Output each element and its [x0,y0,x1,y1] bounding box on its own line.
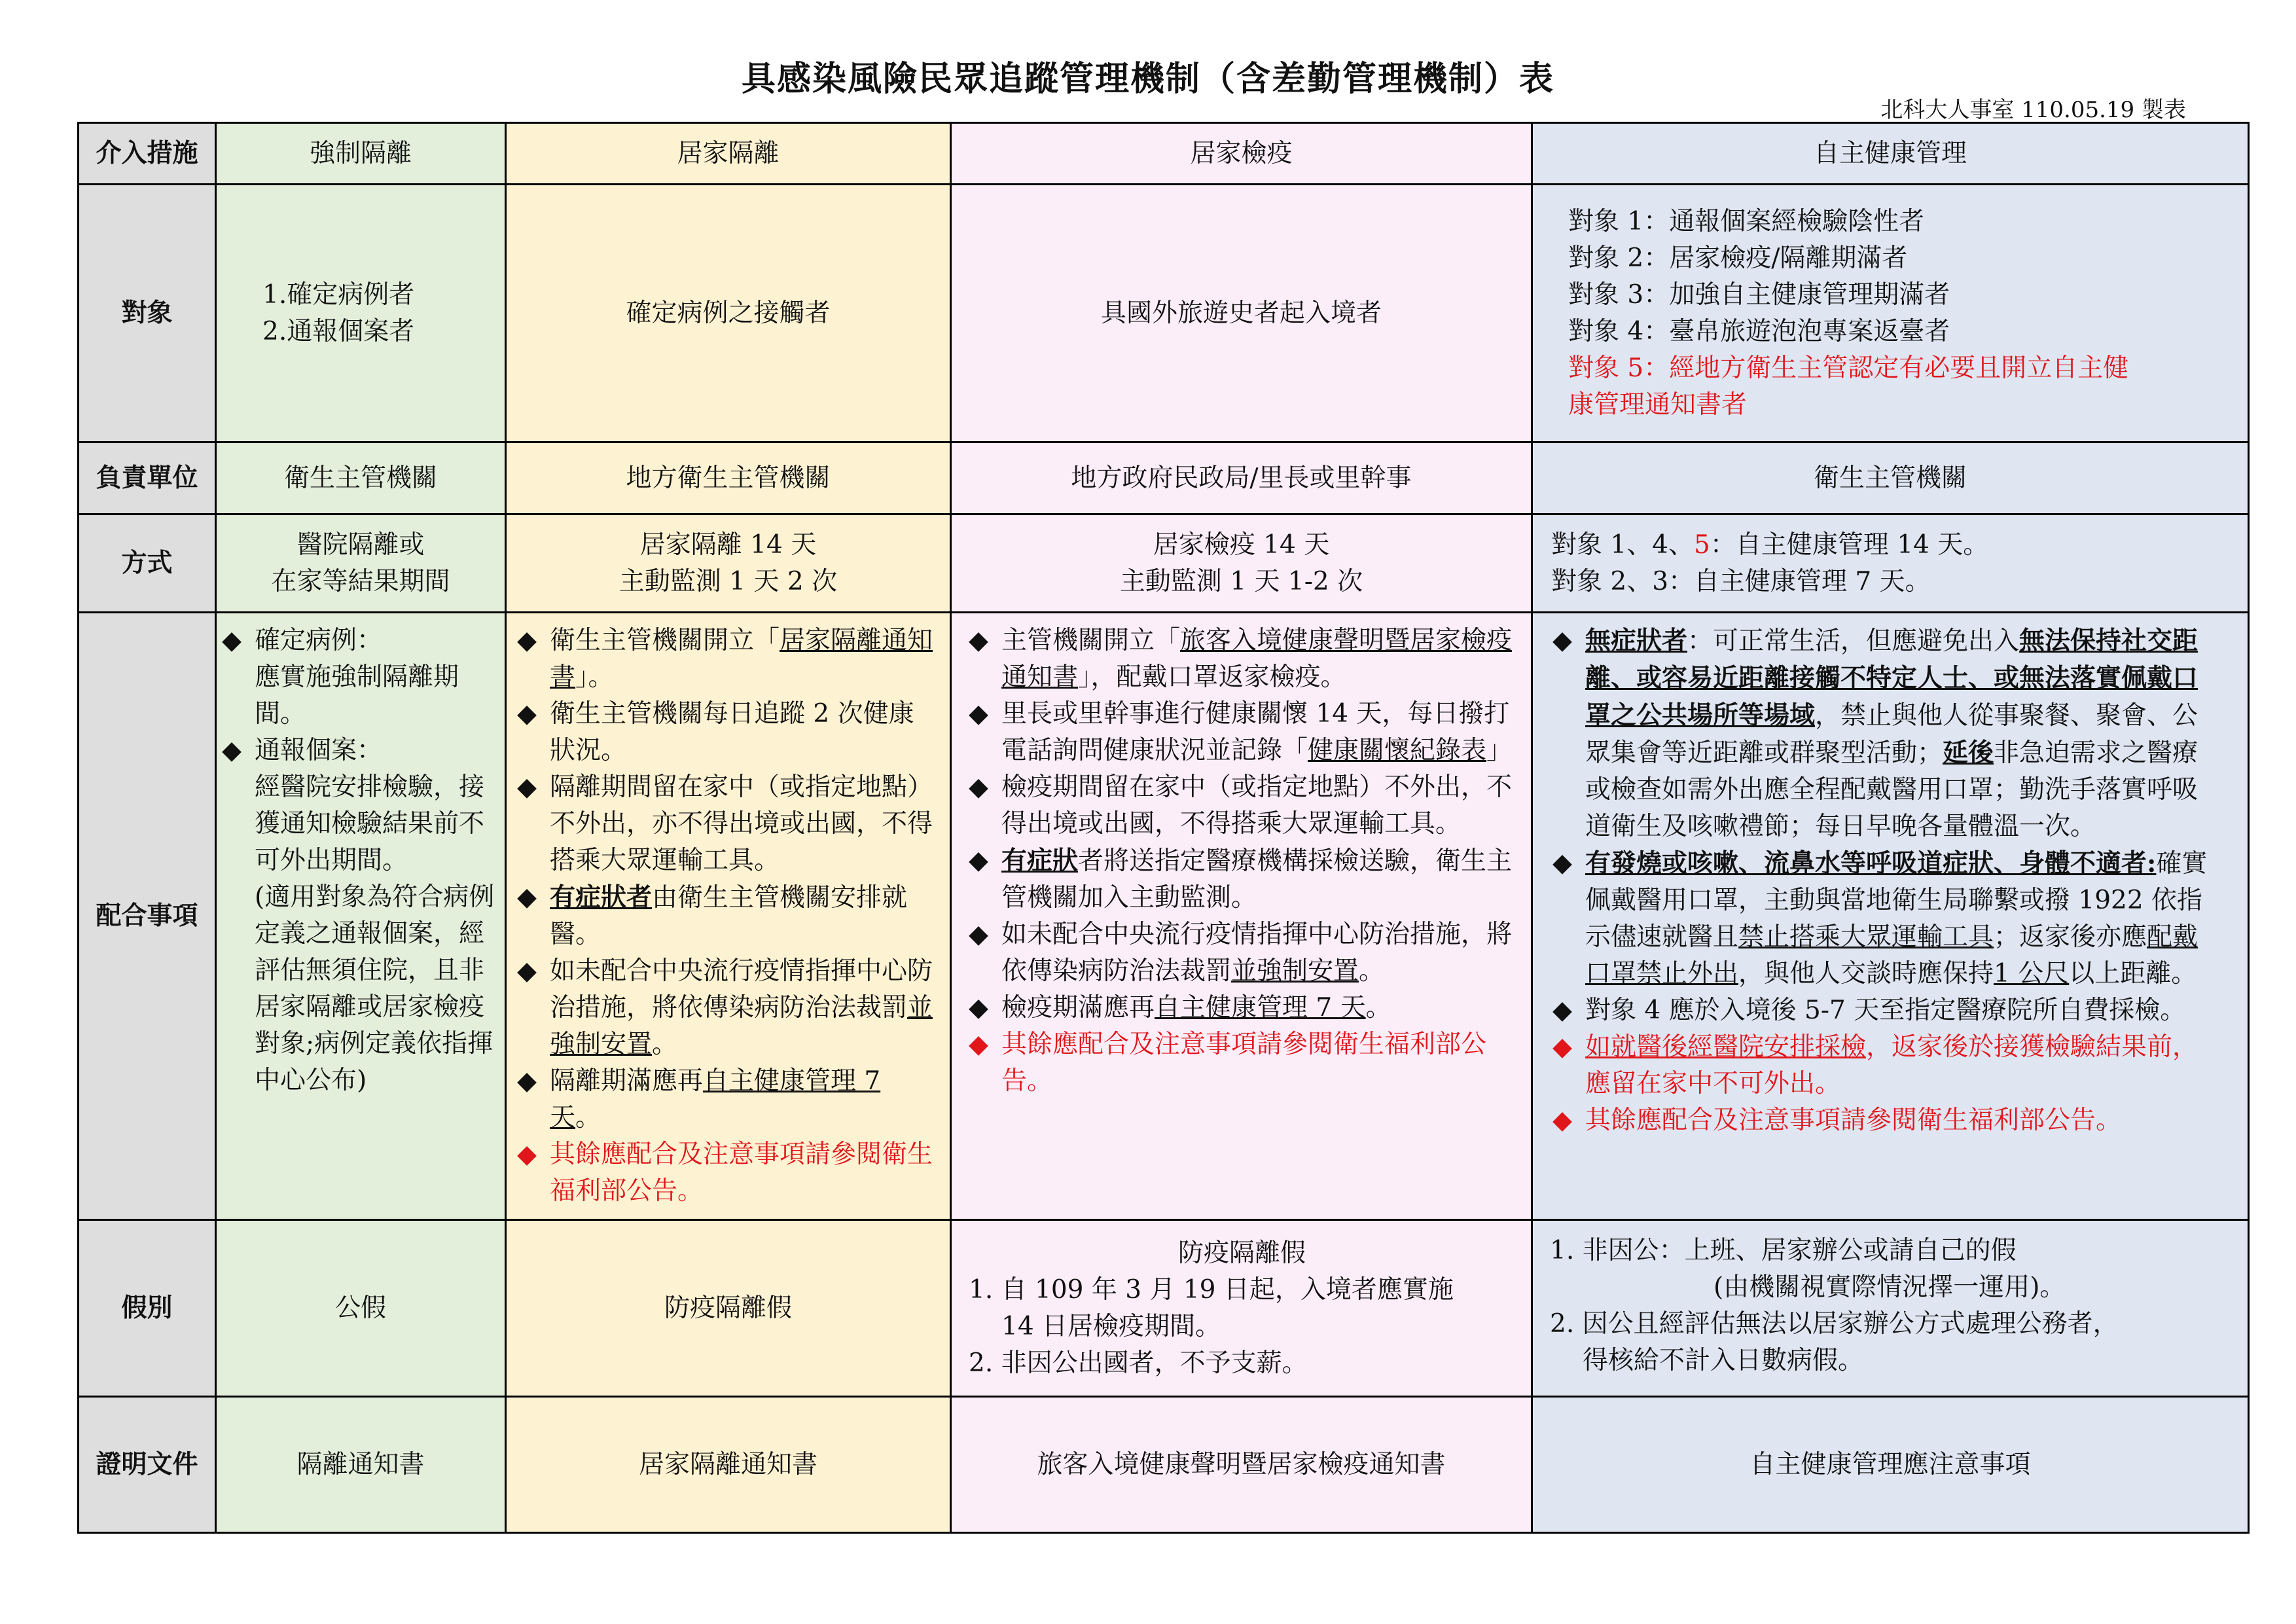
leave-self-health [1532,1220,2249,1397]
target-isolation-line: 1.確定病例者 [262,280,415,310]
responsible-self-health: 衛生主管機關 [1532,442,2249,514]
method-line [1551,527,2232,564]
target-isolation-line: 2.通報個案者 [262,316,415,346]
coop-home-quarantine [951,613,1532,1220]
leave-title: 防疫隔離假 [1177,1238,1306,1268]
leave-line: 1. 非因公：上班、居家辦公或請自己的假 [1550,1236,2017,1265]
coop-text: 」。 [575,662,614,692]
coop-text: 」，配戴口罩返家檢疫。 [1078,662,1346,692]
leave-line: 1. 自 109 年 3 月 19 日起，入境者應實施 [969,1274,1454,1305]
diamond-bullet-icon: ◆ [517,772,537,802]
diamond-bullet-icon: ◆ [517,956,537,986]
coop-item [517,696,937,769]
coop-item [1552,1029,2221,1102]
row-header-cooperation: 配合事項 [79,613,216,1220]
coop-item-body: 經醫院安排檢驗，接獲通知檢驗結果前不可外出期間。 [255,772,485,875]
coop-text: ，與他人交談時應保持 [1738,959,1994,988]
coop-item [517,1063,937,1136]
coop-text: ，禁止與他人從事聚餐、聚會、公眾集會等近距離或群聚型活動； [1585,701,2198,768]
coop-item [517,769,937,879]
coop-text: 檢疫期滿應再 [1001,993,1155,1022]
method-line: 居家隔離 14 天 [639,530,817,560]
method-isolation [216,514,506,613]
diamond-bullet-icon: ◆ [969,993,988,1022]
coop-underlined: 旅客入境健康聲明暨居家檢疫通知書 [1001,626,1513,692]
coop-underlined: 有症狀者 [550,882,653,912]
coop-text: 。 [652,1030,678,1059]
coop-item [969,990,1515,1026]
method-line: 主動監測 1 天 1-2 次 [1119,566,1363,596]
coop-text: 隔離期間留在家中（或指定地點）不外出，亦不得出境或出國，不得搭乘大眾運輸工具。 [550,772,933,875]
leave-line: 2. 非因公出國者，不予支薪。 [969,1348,1308,1378]
leave-row [79,1220,2249,1397]
target-row [79,185,2249,442]
leave-home-isolation: 防疫隔離假 [506,1220,951,1397]
target-self-health-red: 對象 5：經地方衛生主管認定有必要且開立自主健 [1568,353,2129,383]
coop-underlined: 健康關懷紀錄表 [1308,736,1487,765]
diamond-bullet-icon: ◆ [1552,848,1572,878]
documents-row [79,1397,2249,1533]
diamond-bullet-icon: ◆ [517,1140,537,1169]
coop-text: 。 [575,1103,601,1132]
method-home-quarantine [951,514,1532,613]
doc-isolation: 隔離通知書 [216,1397,506,1533]
diamond-bullet-icon: ◆ [1552,996,1572,1025]
diamond-bullet-icon: ◆ [1552,1032,1572,1062]
responsible-row [79,442,2249,514]
diamond-bullet-icon: ◆ [1552,626,1572,655]
coop-item [969,916,1515,990]
target-self-health-line: 對象 1：通報個案經檢驗陰性者 [1568,206,1925,236]
diamond-bullet-icon: ◆ [517,882,537,912]
diamond-bullet-icon: ◆ [969,626,988,655]
coop-underlined: 並強制安置 [1231,956,1359,986]
coop-item [222,732,499,769]
coop-text: ，返家後於接獲檢驗結果前，應留在家中不可外出。 [1585,1032,2198,1098]
coop-item [969,842,1515,916]
diamond-bullet-icon: ◆ [969,699,988,729]
col-header-isolation: 強制隔離 [216,123,506,185]
leave-line: 2. 因公且經評估無法以居家辦公方式處理公務者， [1550,1309,2119,1339]
leave-line: 14 日居檢疫期間。 [1001,1311,1221,1341]
coop-text: 如未配合中央流行疫情指揮中心防治措施，將依傳染病防治法裁罰 [550,956,933,1022]
col-header-home-quarantine: 居家檢疫 [951,123,1532,185]
coop-text: 者將送指定醫療機構採檢送驗，衛生主管機關加入主動監測。 [1001,846,1513,912]
coop-text: 。 [1365,993,1391,1022]
coop-text: 衛生主管機關開立「 [550,626,780,655]
leave-home-quarantine [951,1220,1532,1397]
row-header-target: 對象 [79,185,216,442]
coop-item [517,623,937,696]
coop-text: 隔離期滿應再 [550,1066,704,1096]
coop-item [1552,1102,2221,1139]
col-header-home-isolation: 居家隔離 [506,123,951,185]
coop-text: 非急迫需求之醫療或檢查如需外出應全程配戴醫用口罩；勤洗手落實呼吸道衛生及咳嗽禮節；每日早晚各量體溫一次。 [1585,738,2198,841]
coop-item [222,623,499,659]
diamond-bullet-icon: ◆ [517,699,537,729]
row-header-documents: 證明文件 [79,1397,216,1533]
coop-underlined: 無法保持社交距離、或容易近距離接觸不特定人士、或無法落實佩戴口罩之公共場所等場域 [1585,626,2198,731]
coop-text: 里長或里幹事進行健康關懷 14 天，每日撥打電話詢問健康狀況並記錄「 [1001,699,1510,765]
coop-text: 其餘應配合及注意事項請參閱衛生福利部公告。 [550,1140,933,1206]
target-self-health [1532,185,2249,442]
page-title: 具感染風險民眾追蹤管理機制（含差勤管理機制）表 [741,60,1554,99]
coop-item [969,696,1515,769]
coop-underlined: 自主健康管理 7 天 [1155,993,1366,1022]
diamond-bullet-icon: ◆ [222,626,242,655]
leave-isolation: 公假 [216,1220,506,1397]
coop-item [1552,845,2221,992]
cooperation-row [79,613,2249,1220]
coop-self-health [1532,613,2249,1220]
header-row [79,123,2249,185]
diamond-bullet-icon: ◆ [222,736,242,765]
coop-text: 確實佩戴醫用口罩，主動與當地衛生局聯繫或撥 1922 依指示儘速就醫且 [1585,849,2208,952]
diamond-bullet-icon: ◆ [969,920,988,949]
coop-isolation [216,613,506,1220]
method-line: 居家檢疫 14 天 [1153,530,1330,560]
coop-item-note: (適用對象為符合病例定義之通報個案，經評估無須住院，且非居家隔離或居家檢疫對象;病例定義依指揮中心公布) [255,882,495,1095]
coop-text: 以上距離。 [2069,959,2197,988]
coop-item [969,623,1515,696]
method-line: 主動監測 1 天 2 次 [619,566,838,596]
coop-text: 檢疫期間留在家中（或指定地點）不外出，不得出境或出國，不得搭乘大眾運輸工具。 [1001,772,1513,839]
method-red-number: 5 [1694,530,1710,560]
leave-line: 得核給不計入日數病假。 [1583,1346,1864,1375]
coop-text: 通報個案： [255,736,383,765]
maker-note: 北科大人事室 110.05.19 製表 [1880,97,2186,123]
coop-item [1552,623,2221,845]
doc-self-health: 自主健康管理應注意事項 [1532,1397,2249,1533]
coop-underlined: 1 公尺 [1994,959,2070,988]
doc-home-isolation: 居家隔離通知書 [506,1397,951,1533]
diamond-bullet-icon: ◆ [517,1066,537,1096]
target-self-health-line: 對象 2：居家檢疫/隔離期滿者 [1568,243,1908,273]
responsible-isolation: 衛生主管機關 [216,442,506,514]
method-row [79,514,2249,613]
diamond-bullet-icon: ◆ [969,846,988,875]
row-header-method: 方式 [79,514,216,613]
coop-item [969,1026,1515,1100]
coop-text: ；返家後亦應 [1994,922,2147,952]
coop-text: 其餘應配合及注意事項請參閱衛生福利部公告。 [1001,1030,1487,1096]
coop-item-body: 應實施強制隔離期間。 [255,662,459,729]
coop-text: 對象 4 應於入境後 5-7 天至指定醫療院所自費採檢。 [1585,996,2186,1025]
diamond-bullet-icon: ◆ [1552,1106,1572,1135]
row-header-leave: 假別 [79,1220,216,1397]
method-home-isolation [506,514,951,613]
coop-text: 衛生主管機關每日追蹤 2 次健康狀況。 [550,699,914,765]
coop-text: 確定病例： [255,626,383,655]
coop-underlined: 並強制安置 [550,993,933,1059]
row-header-measure: 介入措施 [79,123,216,185]
responsible-home-quarantine: 地方政府民政局/里長或里幹事 [951,442,1532,514]
target-self-health-line: 對象 4：臺帛旅遊泡泡專案返臺者 [1568,316,1950,346]
target-home-quarantine: 具國外旅遊史者起入境者 [951,185,1532,442]
coop-underlined: 自主健康管理 7 天 [550,1066,881,1132]
coop-underlined: 延後 [1943,738,1994,768]
responsible-home-isolation: 地方衛生主管機關 [506,442,951,514]
row-header-responsible: 負責單位 [79,442,216,514]
coop-text: 。 [1359,956,1385,986]
coop-item [517,1136,937,1210]
method-line: 對象 2、3：自主健康管理 7 天。 [1551,566,1931,596]
coop-item [517,879,937,953]
coop-underlined: 配戴口罩禁止外出 [1585,922,2198,988]
diamond-bullet-icon: ◆ [969,1030,988,1059]
coop-underlined: 有發燒或咳嗽、流鼻水等呼吸道症狀、身體不適者: [1585,848,2157,878]
diamond-bullet-icon: ◆ [517,626,537,655]
method-text: ：自主健康管理 14 天。 [1710,530,1989,560]
coop-underlined: 如就醫後經醫院安排採檢 [1585,1032,1867,1062]
coop-item [969,769,1515,842]
col-header-self-health: 自主健康管理 [1532,123,2249,185]
doc-home-quarantine: 旅客入境健康聲明暨居家檢疫通知書 [951,1397,1532,1533]
method-line: 醫院隔離或 [296,530,425,560]
diamond-bullet-icon: ◆ [969,772,988,802]
coop-text: 」 [1486,736,1513,765]
coop-text: 主管機關開立「 [1001,626,1181,655]
method-text: 對象 1、4、 [1551,530,1695,560]
target-isolation [216,185,506,442]
target-self-health-line: 對象 3：加強自主健康管理期滿者 [1568,280,1950,310]
coop-underlined: 禁止搭乘大眾運輸工具 [1738,922,1994,952]
tracking-table [77,122,2250,1534]
leave-line: (由機關視實際情況擇一運用)。 [1713,1272,2066,1302]
coop-text: ：可正常生活，但應避免出入 [1687,626,2020,656]
coop-item [1552,992,2221,1029]
target-self-health-red: 康管理通知書者 [1568,389,1748,420]
coop-text: 其餘應配合及注意事項請參閱衛生福利部公告。 [1585,1106,2122,1135]
coop-underlined: 居家隔離通知書 [550,626,933,692]
target-home-isolation: 確定病例之接觸者 [506,185,951,442]
method-self-health [1532,514,2249,613]
method-line: 在家等結果期間 [271,566,450,596]
coop-text: 由衛生主管機關安排就醫。 [550,883,908,949]
coop-text: 如未配合中央流行疫情指揮中心防治措施，將依傳染病防治法裁罰 [1001,920,1513,986]
coop-home-isolation [506,613,951,1220]
coop-item [517,953,937,1063]
coop-underlined: 有症狀 [1001,846,1079,876]
coop-underlined: 無症狀者 [1585,626,1688,656]
